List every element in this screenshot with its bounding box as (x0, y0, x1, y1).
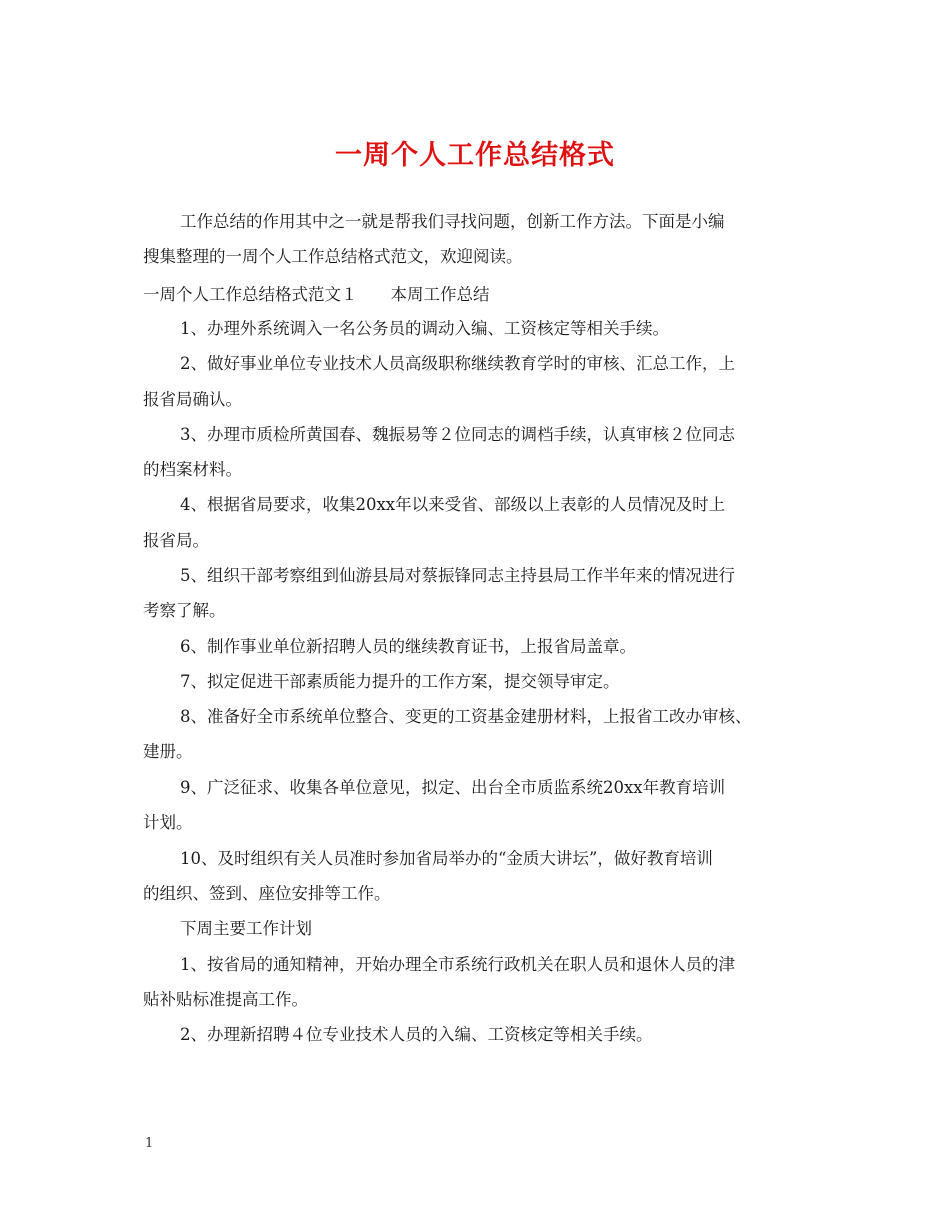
paragraph-line: 工作总结的作用其中之一就是帮我们寻找问题，创新工作方法。下面是小编 (180, 212, 725, 231)
paragraph-line: 8、准备好全市系统单位整合、变更的工资基金建册材料，上报省工改办审核、 (180, 707, 752, 726)
paragraph-line: 3、办理市质检所黄国春、魏振易等２位同志的调档手续，认真审核２位同志 (180, 425, 735, 444)
section-heading: 一周个人工作总结格式范文１ 本周工作总结 (143, 285, 490, 304)
paragraph-line: 搜集整理的一周个人工作总结格式范文，欢迎阅读。 (143, 247, 523, 266)
paragraph-line: 10、及时组织有关人员准时参加省局举办的“金质大讲坛”，做好教育培训 (180, 849, 713, 868)
paragraph-line: 的档案材料。 (143, 460, 242, 479)
paragraph-line: 1、办理外系统调入一名公务员的调动入编、工资核定等相关手续。 (180, 319, 669, 338)
paragraph-line: 1、按省局的通知精神，开始办理全市系统行政机关在职人员和退休人员的津 (180, 955, 735, 974)
paragraph-line: 9、广泛征求、收集各单位意见，拟定、出台全市质监系统20xx年教育培训 (180, 778, 726, 797)
paragraph-line: 6、制作事业单位新招聘人员的继续教育证书，上报省局盖章。 (180, 637, 636, 656)
paragraph-line: 5、组织干部考察组到仙游县局对蔡振锋同志主持县局工作半年来的情况进行 (180, 566, 735, 585)
paragraph-line: 2、做好事业单位专业技术人员高级职称继续教育学时的审核、汇总工作，上 (180, 354, 735, 373)
paragraph-line: 2、办理新招聘４位专业技术人员的入编、工资核定等相关手续。 (180, 1025, 653, 1044)
paragraph-line: 报省局。 (143, 531, 209, 550)
document-title: 一周个人工作总结格式 (335, 140, 615, 171)
paragraph-line: 7、拟定促进干部素质能力提升的工作方案，提交领导审定。 (180, 672, 620, 691)
paragraph-line: 报省局确认。 (143, 390, 242, 409)
paragraph-line: 计划。 (143, 813, 193, 832)
paragraph-line: 的组织、签到、座位安排等工作。 (143, 884, 391, 903)
paragraph-line: 贴补贴标准提高工作。 (143, 990, 308, 1009)
section-heading: 下周主要工作计划 (180, 919, 312, 938)
paragraph-line: 建册。 (143, 742, 193, 761)
paragraph-line: 4、根据省局要求，收集20xx年以来受省、部级以上表彰的人员情况及时上 (180, 495, 726, 514)
page-number: 1 (145, 1136, 154, 1151)
paragraph-line: 考察了解。 (143, 601, 226, 620)
